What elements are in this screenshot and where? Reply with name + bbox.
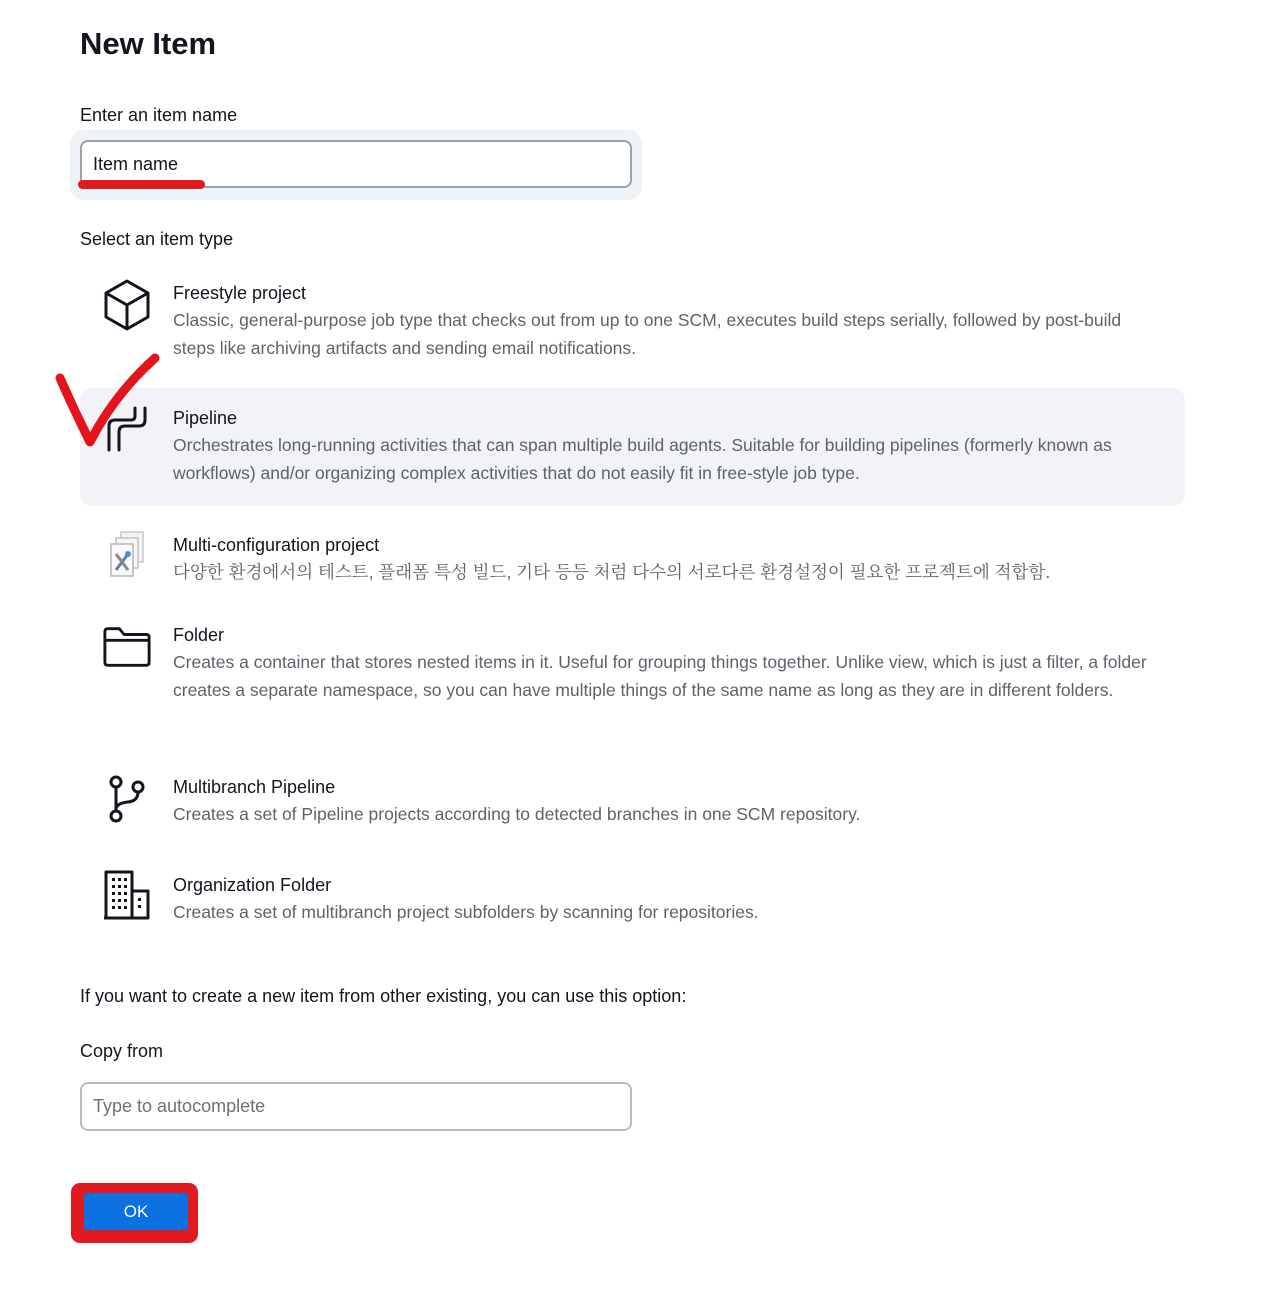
- item-type-title: Pipeline: [173, 408, 238, 428]
- copy-from-label: Copy from: [80, 1041, 164, 1061]
- item-type-description: Creates a container that stores nested items in it. Useful for grouping things together. Unlike view, which is just a filter, a folder creates a separate namespace, so you can have multiple things of the same name as long as they are in different folders.: [173, 652, 1147, 700]
- item-type-description: Creates a set of multibranch project subfolders by scanning for repositories.: [173, 902, 759, 922]
- item-type-title: Organization Folder: [173, 875, 332, 895]
- item-type-description: Orchestrates long-running activities that can span multiple build agents. Suitable for building pipelines (formerly known as workflows) and/or organizing complex activities that do not easily fit in free-style job type.: [173, 435, 1112, 483]
- page-title: New Item: [80, 26, 217, 61]
- item-type-pipeline[interactable]: [80, 388, 1185, 506]
- cube-icon: [102, 280, 152, 330]
- copy-hint-text: If you want to create a new item from other existing, you can use this option:: [80, 986, 687, 1006]
- building-icon: [102, 870, 152, 920]
- branch-icon: [102, 774, 152, 824]
- item-type-multibranch-pipeline[interactable]: [80, 762, 1185, 842]
- item-type-folder[interactable]: [80, 610, 1185, 735]
- item-type-organization-folder[interactable]: [80, 860, 1185, 940]
- folder-icon: [102, 622, 152, 672]
- pipeline-icon: [102, 404, 152, 454]
- item-type-freestyle[interactable]: [80, 268, 1185, 368]
- copy-from-input[interactable]: [80, 1082, 632, 1131]
- item-type-title: Multibranch Pipeline: [173, 777, 336, 797]
- multi-config-icon: [102, 530, 152, 580]
- ok-button[interactable]: OK: [84, 1193, 188, 1230]
- item-type-description: Classic, general-purpose job type that checks out from up to one SCM, executes build steps serially, followed by post-build steps like archiving artifacts and sending email notifications.: [173, 310, 1122, 358]
- item-type-title: Freestyle project: [173, 283, 307, 303]
- item-name-label: Enter an item name: [80, 105, 238, 125]
- item-type-description: 다양한 환경에서의 테스트, 플래폼 특성 빌드, 기타 등등 처럼 다수의 서로다른 환경설정이 필요한 프로젝트에 적합함.: [173, 562, 1051, 582]
- red-underline-annotation: [78, 180, 205, 189]
- item-type-title: Multi-configuration project: [173, 535, 380, 555]
- item-type-multi-configuration[interactable]: [80, 520, 1185, 598]
- item-type-description: Creates a set of Pipeline projects according to detected branches in one SCM repository.: [173, 804, 861, 824]
- item-type-label: Select an item type: [80, 229, 234, 249]
- item-type-title: Folder: [173, 625, 225, 645]
